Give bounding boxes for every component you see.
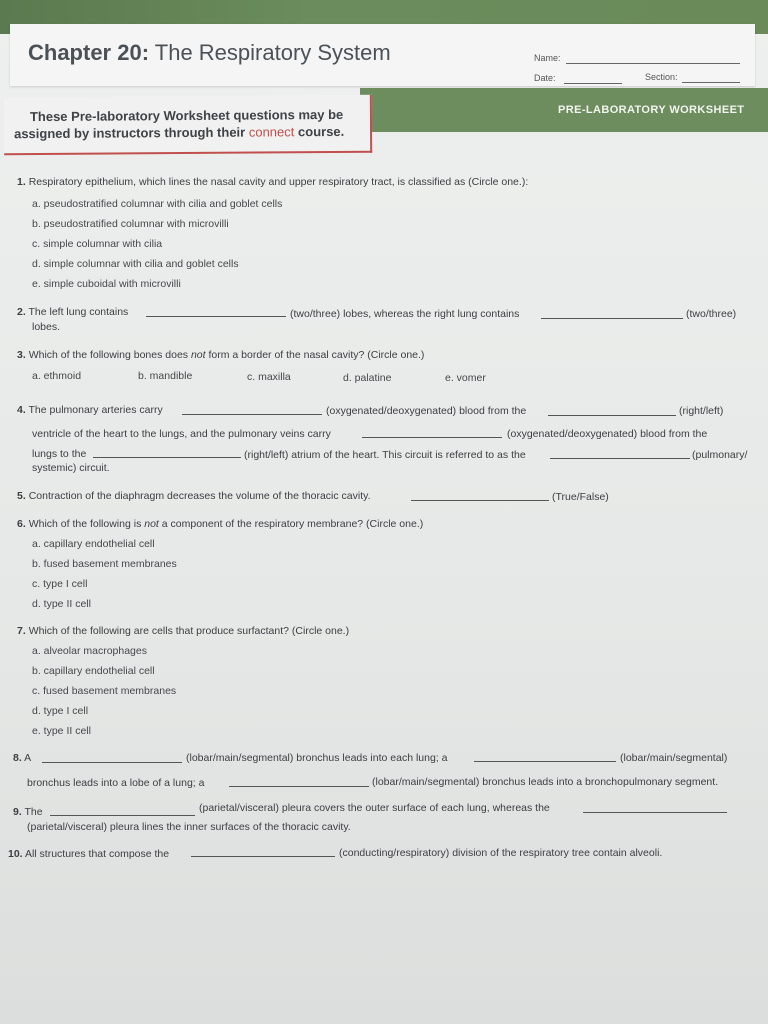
- section-label: Section:: [645, 72, 678, 82]
- q8-text-e: (lobar/main/segmental) bronchus leads into a bronchopulmonary segment.: [372, 776, 719, 788]
- q6-option-b[interactable]: b. fused basement membranes: [32, 558, 177, 570]
- q7-option-d[interactable]: d. type I cell: [32, 705, 89, 717]
- q4-blank-atrium[interactable]: [93, 457, 241, 458]
- q4-text-e: (oxygenated/deoxygenated) blood from the: [507, 428, 708, 440]
- question-text: Contraction of the diaphragm decreases the volume of the thoracic cavity.: [28, 490, 371, 502]
- question-number: 5.: [17, 490, 26, 502]
- q4-text-f: lungs to the: [32, 448, 87, 460]
- question-8: [13, 752, 31, 764]
- q4-blank-arteries[interactable]: [182, 414, 322, 415]
- q8-text-c: (lobar/main/segmental): [620, 752, 728, 764]
- question-text: A: [24, 752, 32, 764]
- q6-option-d[interactable]: d. type II cell: [32, 598, 91, 610]
- question-text: The: [24, 806, 43, 818]
- question-text: Which of the following bones does: [28, 349, 189, 361]
- chapter-number: Chapter 20:: [28, 40, 150, 65]
- q8-blank-lobe[interactable]: [474, 761, 616, 762]
- notice-line-2: [14, 124, 344, 141]
- q4-text-i: systemic) circuit.: [32, 462, 110, 474]
- notice-line-1: These Pre-laboratory Worksheet questions may be: [29, 106, 344, 125]
- q3-option-b[interactable]: b. mandible: [138, 370, 193, 382]
- question-text: The left lung contains: [28, 306, 129, 318]
- connect-logo: connect: [248, 124, 295, 140]
- q4-text-c: (right/left): [679, 405, 724, 417]
- page-title: [28, 40, 391, 66]
- q3-option-c[interactable]: c. maxilla: [247, 371, 291, 383]
- q4-text-g: (right/left) atrium of the heart. This circuit is referred to as the: [244, 449, 526, 461]
- section-field[interactable]: [682, 82, 740, 83]
- question-2: [17, 306, 128, 318]
- q8-blank-lung[interactable]: [42, 762, 182, 763]
- q9-blank-inner[interactable]: [583, 812, 727, 813]
- question-text: Which of the following are cells that produce surfactant? (Circle one.): [28, 625, 350, 637]
- q1-option-b[interactable]: b. pseudostratified columnar with microvilli: [32, 218, 229, 230]
- question-number: 4.: [17, 404, 26, 416]
- q10-text-b: (conducting/respiratory) division of the respiratory tree contain alveoli.: [339, 847, 663, 859]
- name-label: Name:: [534, 53, 561, 63]
- question-number: 9.: [13, 806, 22, 818]
- q7-option-b[interactable]: b. capillary endothelial cell: [32, 665, 155, 677]
- question-text: The pulmonary arteries carry: [28, 404, 163, 416]
- notice-line-2-text: assigned by instructors through their: [14, 124, 246, 142]
- q6-option-c[interactable]: c. type I cell: [32, 578, 88, 590]
- question-number: 2.: [17, 306, 26, 318]
- question-number: 8.: [13, 752, 22, 764]
- q2-text-b: (two/three) lobes, whereas the right lung contains: [290, 308, 520, 320]
- q1-option-d[interactable]: d. simple columnar with cilia and goblet cells: [32, 258, 239, 270]
- q2-blank-right-lobes[interactable]: [541, 318, 683, 319]
- question-6: [17, 518, 423, 530]
- worksheet-label: PRE-LABORATORY WORKSHEET: [558, 104, 745, 116]
- q4-blank-ventricle[interactable]: [548, 415, 676, 416]
- notice-line-2-end: course.: [297, 123, 345, 140]
- q2-text-c: (two/three): [686, 308, 737, 320]
- q1-option-a[interactable]: a. pseudostratified columnar with cilia and goblet cells: [32, 198, 283, 210]
- q5-text-b: (True/False): [552, 491, 609, 503]
- q4-blank-veins[interactable]: [362, 437, 502, 438]
- date-field[interactable]: [564, 83, 622, 84]
- q1-option-e[interactable]: e. simple cuboidal with microvilli: [32, 278, 181, 290]
- question-3: [17, 349, 424, 361]
- q2-blank-left-lobes[interactable]: [146, 316, 286, 317]
- question-10: [8, 848, 169, 860]
- q5-blank-answer[interactable]: [411, 500, 549, 501]
- q8-blank-segment[interactable]: [229, 786, 369, 787]
- q4-blank-circuit[interactable]: [550, 458, 690, 459]
- question-5: [17, 490, 371, 502]
- question-number: 7.: [17, 625, 26, 637]
- q4-text-h: (pulmonary/: [692, 449, 748, 461]
- q3-option-e[interactable]: e. vomer: [445, 372, 486, 384]
- question-text-end: form a border of the nasal cavity? (Circle one.): [208, 349, 425, 361]
- q8-text-d: bronchus leads into a lobe of a lung; a: [27, 777, 205, 789]
- q2-text-d: lobes.: [32, 321, 61, 333]
- question-text: All structures that compose the: [24, 848, 170, 860]
- q7-option-c[interactable]: c. fused basement membranes: [32, 685, 177, 697]
- question-4: [17, 404, 163, 416]
- q4-text-d: ventricle of the heart to the lungs, and the pulmonary veins carry: [32, 428, 331, 440]
- question-emphasis: not: [190, 349, 206, 361]
- q9-text-c: (parietal/visceral) pleura lines the inner surfaces of the thoracic cavity.: [27, 821, 351, 833]
- q7-option-a[interactable]: a. alveolar macrophages: [32, 645, 147, 657]
- question-text: Which of the following is: [28, 518, 142, 530]
- q4-text-b: (oxygenated/deoxygenated) blood from the: [326, 405, 527, 417]
- q10-blank-division[interactable]: [191, 856, 335, 857]
- question-1: [17, 176, 528, 188]
- question-number: 3.: [17, 349, 26, 361]
- q9-text-b: (parietal/visceral) pleura covers the outer surface of each lung, whereas the: [199, 802, 550, 814]
- question-number: 10.: [8, 848, 23, 860]
- question-number: 1.: [17, 176, 26, 188]
- connect-notice: [4, 95, 372, 156]
- q9-blank-outer[interactable]: [50, 815, 195, 816]
- question-7: [17, 625, 349, 637]
- question-text-end: a component of the respiratory membrane? (Circle one.): [161, 518, 424, 530]
- date-label: Date:: [534, 73, 556, 83]
- question-9: [13, 806, 43, 818]
- q8-text-b: (lobar/main/segmental) bronchus leads into each lung; a: [186, 752, 448, 764]
- question-text: Respiratory epithelium, which lines the nasal cavity and upper respiratory tract, is classified as (Circle one.):: [28, 176, 529, 188]
- chapter-title: The Respiratory System: [154, 40, 391, 65]
- q3-option-d[interactable]: d. palatine: [343, 372, 392, 384]
- question-emphasis: not: [144, 518, 159, 530]
- name-field[interactable]: [566, 63, 740, 64]
- q7-option-e[interactable]: e. type II cell: [32, 725, 91, 737]
- q6-option-a[interactable]: a. capillary endothelial cell: [32, 538, 155, 550]
- q1-option-c[interactable]: c. simple columnar with cilia: [32, 238, 163, 250]
- q3-option-a[interactable]: a. ethmoid: [32, 370, 82, 382]
- question-number: 6.: [17, 518, 26, 530]
